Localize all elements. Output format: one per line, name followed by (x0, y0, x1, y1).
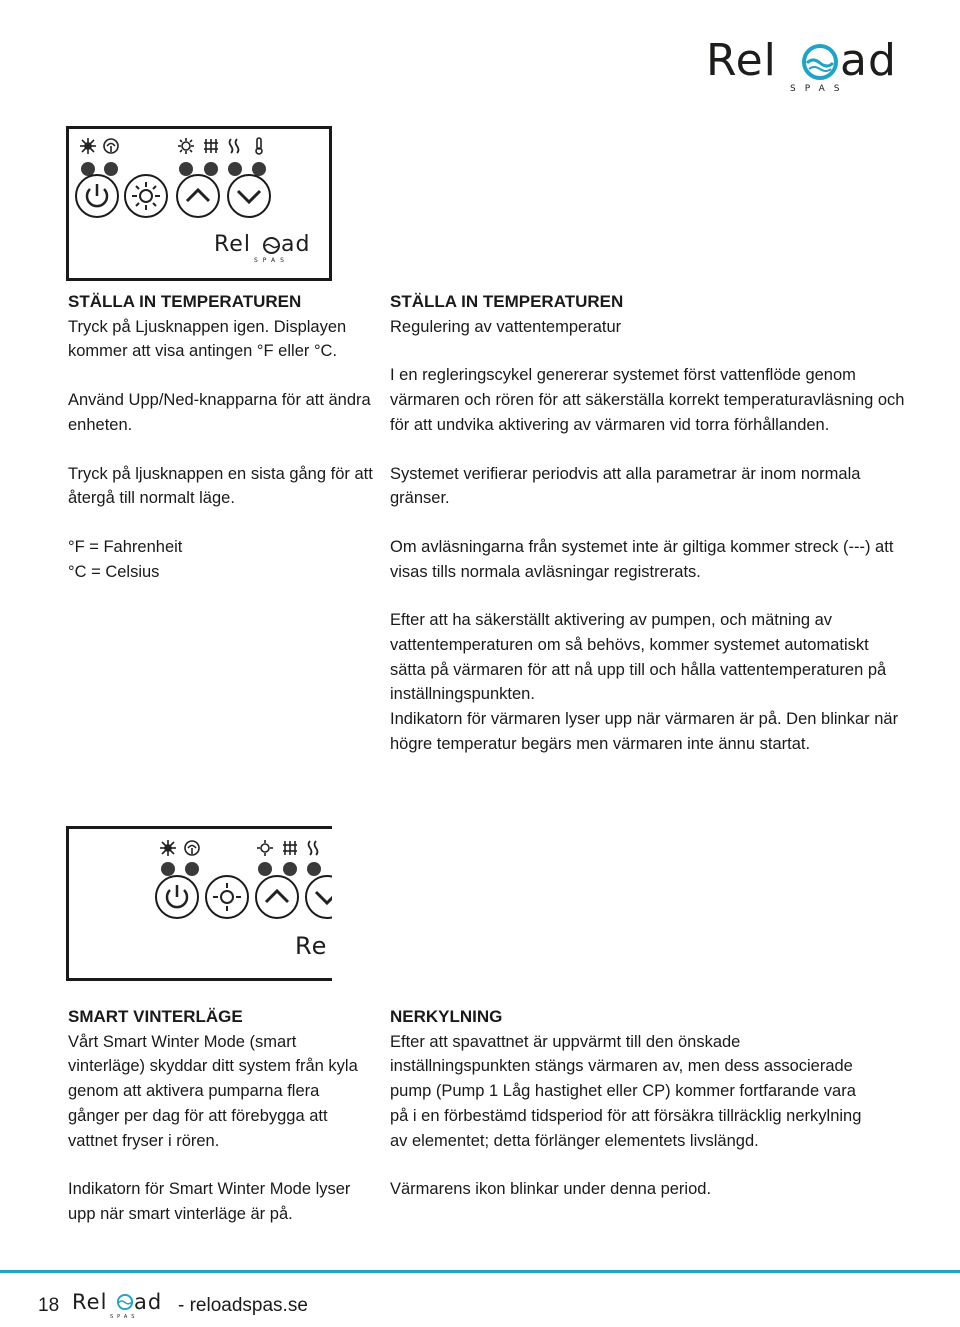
footer (38, 1290, 338, 1322)
footer-logo-sub: SPAS (110, 1314, 139, 1320)
section1-right-p1: I en regleringscykel genererar systemet först vattenflöde genom värmaren och rören för att säkerställa korrekt temperaturavläsning och för att undvika aktivering av värmaren vid torra förhållanden. (390, 366, 905, 434)
section2-left (68, 1005, 373, 1227)
indicator-led (228, 162, 242, 176)
section2-left-title: SMART VINTERLÄGE (68, 1007, 243, 1026)
section1-right-p5: Indikatorn för värmaren lyser upp när värmaren är på. Den blinkar när högre temperatur begärs men värmaren inte ännu startat. (390, 710, 899, 753)
page-number: 18 (38, 1295, 60, 1316)
down-icon (229, 176, 269, 216)
heater-icon (281, 839, 299, 857)
power-icon (77, 176, 117, 216)
light-button[interactable] (205, 875, 249, 919)
section1-left-p1: Tryck på Ljusknappen igen. Displayen kommer att visa antingen °F eller °C. (68, 317, 347, 361)
down-icon (307, 877, 332, 917)
panel-logo-sub: SPAS (254, 257, 289, 264)
logo-word-end: ad (840, 35, 897, 86)
indicator-led (161, 862, 175, 876)
power-button[interactable] (155, 875, 199, 919)
indicator-led (204, 162, 218, 176)
up-icon (257, 877, 297, 917)
snowflake-icon (79, 137, 97, 155)
logo-sub: SPAS (790, 84, 849, 94)
section2-left-p2: Indikatorn för Smart Winter Mode lyser upp när smart vinterläge är på. (68, 1180, 351, 1223)
jets-icon (183, 839, 201, 857)
snowflake-icon (159, 839, 177, 857)
section2-right-p2: Värmarens ikon blinkar under denna period. (390, 1180, 712, 1199)
indicator-led (307, 862, 321, 876)
unit-celsius: °C = Celsius (68, 562, 160, 581)
light-button[interactable] (124, 174, 168, 218)
indicator-led (185, 862, 199, 876)
light-icon (126, 176, 166, 216)
footer-logo-word-start: Rel (72, 1290, 108, 1314)
section1-right-title: STÄLLA IN TEMPERATUREN (390, 292, 624, 311)
logo-wave-icon (116, 1293, 134, 1311)
heater-icon (202, 137, 220, 155)
light-icon (256, 839, 274, 857)
indicator-led (283, 862, 297, 876)
panel-logo (214, 232, 324, 268)
footer-rule (0, 1270, 960, 1273)
panel-logo-word-start: Rel (214, 232, 251, 257)
power-button[interactable] (75, 174, 119, 218)
light-icon (207, 877, 247, 917)
footer-site[interactable]: - reloadspas.se (178, 1295, 308, 1316)
footer-logo (72, 1290, 172, 1322)
section1-left (68, 290, 373, 584)
control-panel-2 (66, 826, 332, 981)
jets-icon (102, 137, 120, 155)
up-button[interactable] (176, 174, 220, 218)
power-icon (157, 877, 197, 917)
section2-left-p1: Vårt Smart Winter Mode (smart vinterläge) skyddar ditt system från kyla genom att aktivera pumparna flera gånger per dag för att förebygga att vattnet fryser i rören. (68, 1032, 358, 1150)
down-button[interactable] (305, 875, 332, 919)
section1-right-subtitle: Regulering av vattentemperatur (390, 317, 622, 336)
brand-logo (706, 36, 916, 98)
steam-icon (226, 137, 244, 155)
down-button[interactable] (227, 174, 271, 218)
section1-right-p3: Om avläsningarna från systemet inte är giltiga kommer streck (---) att visas tills normala avläsningar registrerats. (390, 537, 894, 581)
section1-right-p2: Systemet verifierar periodvis att alla parametrar är inom normala gränser. (390, 464, 861, 508)
section1-left-title: STÄLLA IN TEMPERATUREN (68, 292, 302, 311)
indicator-led (258, 862, 272, 876)
section1-right-p4: Efter att ha säkerställt aktivering av pumpen, och mätning av vattentemperaturen om så behövs, kommer systemet automatiskt sätta på värmaren för att nå upp till och hålla vattentemperaturen på inställningspunkten. (390, 611, 887, 704)
steam-icon (305, 839, 323, 857)
indicator-led (104, 162, 118, 176)
up-button[interactable] (255, 875, 299, 919)
section2-right-p1: Efter att spavattnet är uppvärmt till den önskade inställningspunkten stängs värmaren av, men dess associerade pump (Pump 1 Låg hastighet eller CP) kommer fortfarande vara på i en förbestämd tidsperiod för att försäkra tillräcklig nerkylning av elementet; detta förlänger elementets livslängd. (390, 1032, 862, 1150)
section1-left-p3: Tryck på ljusknappen en sista gång för att återgå till normalt läge. (68, 464, 373, 508)
footer-logo-word-end: ad (134, 1290, 163, 1314)
unit-fahrenheit: °F = Fahrenheit (68, 537, 183, 556)
logo-word-start: Rel (706, 35, 777, 86)
panel-logo-word-end: ad (281, 232, 311, 257)
logo-wave-icon (262, 236, 281, 255)
section1-left-p2: Använd Upp/Ned-knapparna för att ändra enheten. (68, 391, 371, 434)
control-panel-1 (66, 126, 332, 281)
section1-right (390, 290, 905, 757)
light-icon (177, 137, 195, 155)
logo-wave-icon (801, 43, 839, 81)
thermometer-icon (250, 137, 268, 155)
up-icon (178, 176, 218, 216)
section2-right-title: NERKYLNING (390, 1007, 503, 1026)
panel-logo-fragment: Re (295, 932, 328, 960)
section2-right (390, 1005, 870, 1202)
